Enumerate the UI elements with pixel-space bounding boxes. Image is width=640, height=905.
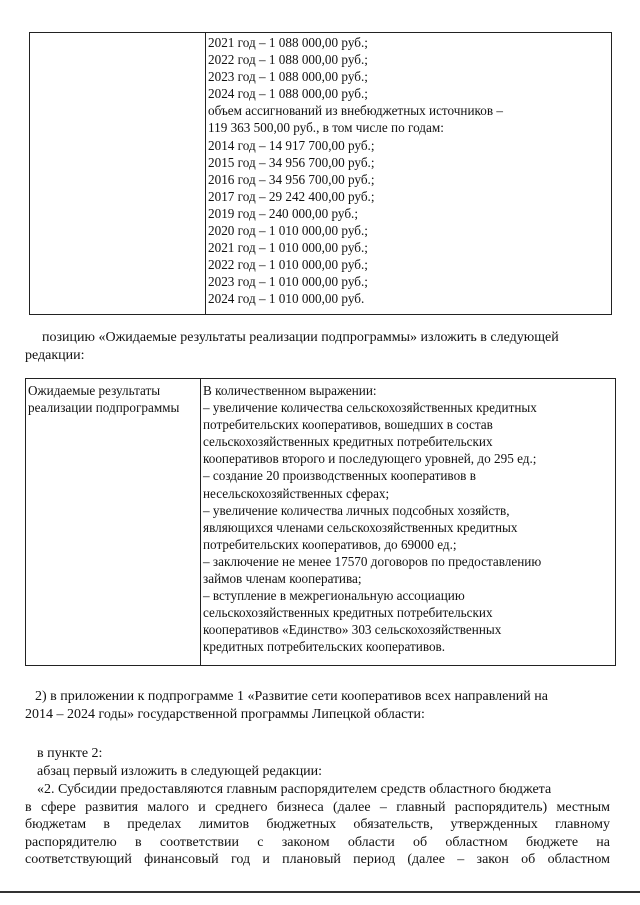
paragraph-line: распорядителю в соответствии с законом области об областном бюджете на	[25, 834, 610, 850]
funding-table	[29, 32, 612, 315]
results-line: – увеличение количества личных подсобных хозяйств,	[203, 502, 510, 518]
results-table	[25, 378, 616, 666]
funding-line: 119 363 500,00 руб., в том числе по годам:	[208, 120, 444, 136]
label-line: реализации подпрограммы	[28, 400, 180, 415]
funding-line: 2023 год – 1 088 000,00 руб.;	[208, 69, 368, 85]
results-line: потребительских кооперативов, до 69000 ед.;	[203, 536, 457, 552]
paragraph-appendix	[25, 688, 610, 723]
results-line: – увеличение количества сельскохозяйственных кредитных	[203, 400, 537, 416]
funding-line: 2022 год – 1 010 000,00 руб.;	[208, 257, 368, 273]
results-line: являющихся членами сельскохозяйственных кредитных	[203, 519, 518, 535]
paragraph-line: 2014 – 2024 годы» государственной программы Липецкой области:	[25, 706, 425, 722]
results-line: кредитных потребительских кооперативов.	[203, 639, 446, 655]
paragraph-subsidies	[25, 781, 610, 869]
paragraph-line: соответствующий финансовый год и плановый период (далее – закон об областном	[25, 852, 610, 867]
funding-line: объем ассигнований из внебюджетных источников –	[208, 103, 503, 119]
label-line: Ожидаемые результаты	[28, 383, 161, 398]
results-line: сельскохозяйственных кредитных потребительских	[203, 605, 493, 621]
funding-line: 2021 год – 1 088 000,00 руб.;	[208, 35, 368, 50]
funding-line: 2015 год – 34 956 700,00 руб.;	[208, 154, 375, 170]
paragraph-line: редакции:	[25, 347, 85, 363]
results-value-cell	[203, 382, 613, 656]
results-line: – вступление в межрегиональную ассоциацию	[203, 588, 465, 604]
funding-line: 2019 год – 240 000,00 руб.;	[208, 205, 359, 221]
results-line: займов членам кооператива;	[203, 571, 362, 587]
results-line: – заключение не менее 17570 договоров по предоставлению	[203, 553, 542, 569]
funding-line: 2024 год – 1 010 000,00 руб.	[208, 291, 365, 307]
results-label-cell	[28, 382, 198, 416]
results-line: сельскохозяйственных кредитных потребительских	[203, 434, 493, 450]
funding-line: 2024 год – 1 088 000,00 руб.;	[208, 86, 368, 102]
funding-line: 2017 год – 29 242 400,00 руб.;	[208, 188, 375, 204]
results-line: кооперативов второго и последующего уровней, до 295 ед.;	[203, 451, 537, 467]
paragraph-item-2	[25, 745, 610, 763]
results-line: кооперативов «Единство» 303 сельскохозяйственных	[203, 622, 502, 638]
results-line: – создание 20 производственных кооперативов в	[203, 468, 476, 484]
funding-line: 2021 год – 1 010 000,00 руб.;	[208, 240, 368, 256]
paragraph-line: абзац первый изложить в следующей редакции:	[37, 764, 323, 779]
intro-paragraph	[25, 329, 610, 364]
funding-line: 2014 год – 14 917 700,00 руб.;	[208, 137, 375, 153]
results-line: потребительских кооперативов, вошедших в состав	[203, 417, 493, 433]
paragraph-line: 2) в приложении к подпрограмме 1 «Развитие сети кооперативов всех направлений на	[35, 689, 548, 704]
paragraph-line: позицию «Ожидаемые результаты реализации подпрограммы» изложить в следующей	[42, 330, 559, 345]
paragraph-line: в сфере развития малого и среднего бизнеса (далее – главный распорядитель) местным	[25, 799, 610, 815]
paragraph-line: бюджетам в пределах лимитов бюджетных обязательств, утвержденных главному	[25, 817, 610, 832]
table-column-divider	[200, 379, 201, 665]
funding-line: 2022 год – 1 088 000,00 руб.;	[208, 52, 368, 68]
page-bottom-rule	[0, 891, 640, 893]
funding-cell	[208, 34, 610, 308]
paragraph-first-abzac	[25, 763, 610, 781]
results-line: несельскохозяйственных сферах;	[203, 485, 390, 501]
table-column-divider	[205, 33, 206, 314]
funding-line: 2023 год – 1 010 000,00 руб.;	[208, 274, 368, 290]
paragraph-line: «2. Субсидии предоставляются главным распорядителем средств областного бюджета	[37, 782, 552, 797]
funding-line: 2020 год – 1 010 000,00 руб.;	[208, 223, 368, 239]
funding-line: 2016 год – 34 956 700,00 руб.;	[208, 171, 375, 187]
results-line: В количественном выражении:	[203, 383, 377, 398]
paragraph-line: в пункте 2:	[37, 746, 103, 761]
